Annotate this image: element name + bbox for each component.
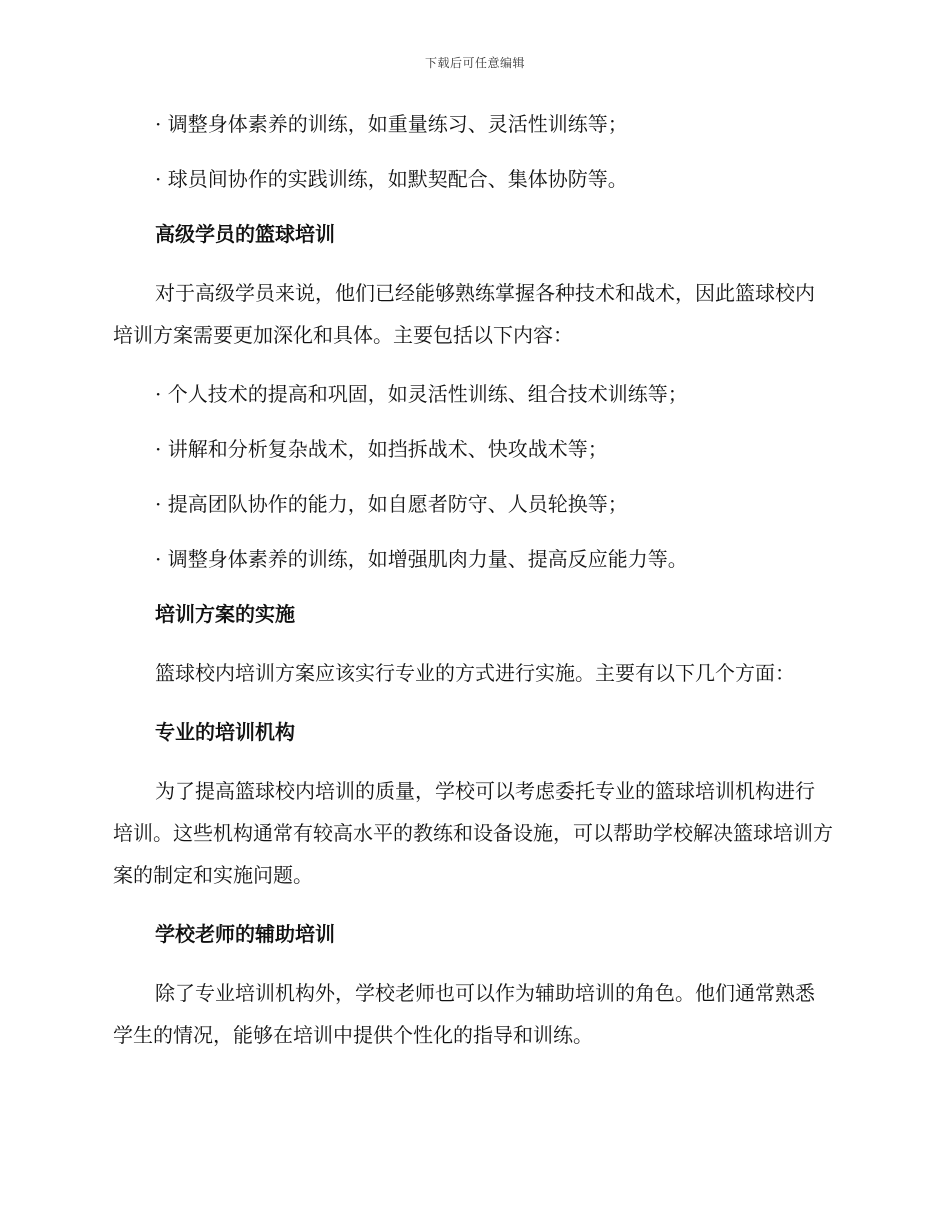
section-heading-teacher: 学校老师的辅助培训 <box>155 922 335 946</box>
section-heading-implementation: 培训方案的实施 <box>155 602 295 626</box>
bullet-item: · 调整身体素养的训练，如重量练习、灵活性训练等； <box>155 112 628 136</box>
page-header-note: 下载后可任意编辑 <box>424 56 525 70</box>
paragraph-teacher: 除了专业培训机构外，学校老师也可以作为辅助培训的角色。他们通常熟悉学生的情况，能够在培训中提供个性化的指导和训练。 <box>113 981 815 1047</box>
bullet-item: · 讲解和分析复杂战术，如挡拆战术、快攻战术等； <box>155 437 608 461</box>
paragraph-advanced: 对于高级学员来说，他们已经能够熟练掌握各种技术和战术，因此篮球校内培训方案需要更加深化和具体。主要包括以下内容： <box>113 281 815 347</box>
paragraph-implementation: 篮球校内培训方案应该实行专业的方式进行实施。主要有以下几个方面： <box>155 661 795 685</box>
bullet-item: · 个人技术的提高和巩固，如灵活性训练、组合技术训练等； <box>155 382 688 406</box>
paragraph-agency: 为了提高篮球校内培训的质量，学校可以考虑委托专业的篮球培训机构进行培训。这些机构通常有较高水平的教练和设备设施，可以帮助学校解决篮球培训方案的制定和实施问题。 <box>113 779 833 887</box>
section-heading-agency: 专业的培训机构 <box>155 720 295 744</box>
bullet-item: · 调整身体素养的训练，如增强肌肉力量、提高反应能力等。 <box>155 547 688 571</box>
bullet-item: · 提高团队协作的能力，如自愿者防守、人员轮换等； <box>155 492 628 516</box>
bullet-item: · 球员间协作的实践训练，如默契配合、集体协防等。 <box>155 167 628 191</box>
section-heading-advanced: 高级学员的篮球培训 <box>155 222 335 246</box>
document-body <box>113 107 833 1077</box>
